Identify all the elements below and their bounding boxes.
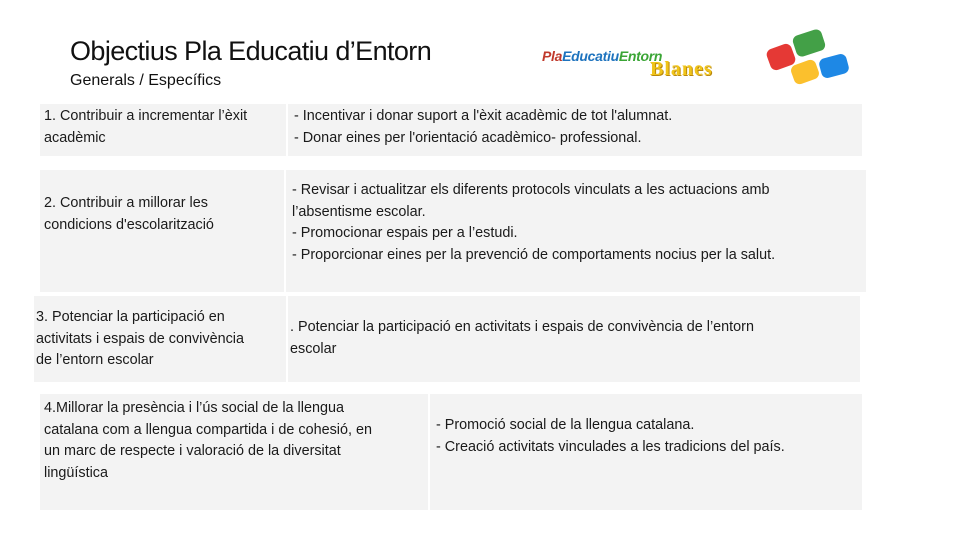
colored-squares-icon bbox=[750, 28, 860, 92]
logo-wordmark: PlaEducatiuEntorn bbox=[542, 48, 663, 64]
pla-educatiu-entorn-logo bbox=[538, 28, 858, 92]
page-subtitle: Generals / Específics bbox=[70, 72, 222, 89]
objective-row-3 bbox=[34, 296, 860, 382]
objective-row-4 bbox=[40, 394, 862, 510]
specific-objectives: - Promoció social de la llengua catalana. - Creació activitats vinculades a les tradicions del país. bbox=[428, 394, 862, 510]
general-objective: 2. Contribuir a millorar les condicions d'escolarització bbox=[44, 195, 214, 233]
logo-town: Blanes bbox=[650, 58, 713, 80]
specific-objectives: . Potenciar la participació en activitats i espais de convivència de l’entorn escolar bbox=[286, 296, 860, 382]
objective-row-1 bbox=[40, 104, 862, 156]
general-objective: 4.Millorar la presència i l’ús social de la llengua catalana com a llengua compartida i de cohesió, en un marc de respecte i valoració de la diversitat lingüística bbox=[44, 400, 372, 481]
specific-objectives: - Revisar i actualitzar els diferents protocols vinculats a les actuacions amb l’absentisme escolar. - Promocionar espais per a l’estudi. - Proporcionar eines per la prevenció de comportaments nocius per la salut. bbox=[284, 170, 866, 292]
objective-row-2 bbox=[40, 170, 866, 292]
general-objective: 3. Potenciar la participació en activitats i espais de convivència de l’entorn escolar bbox=[36, 309, 244, 368]
page-title: Objectius Pla Educatiu d’Entorn bbox=[70, 36, 432, 66]
specific-objectives: - Incentivar i donar suport a l'èxit acadèmic de tot l'alumnat. - Donar eines per l'orientació acadèmico- professional. bbox=[286, 104, 862, 156]
general-objective: 1. Contribuir a incrementar l’èxit acadèmic bbox=[44, 108, 248, 146]
